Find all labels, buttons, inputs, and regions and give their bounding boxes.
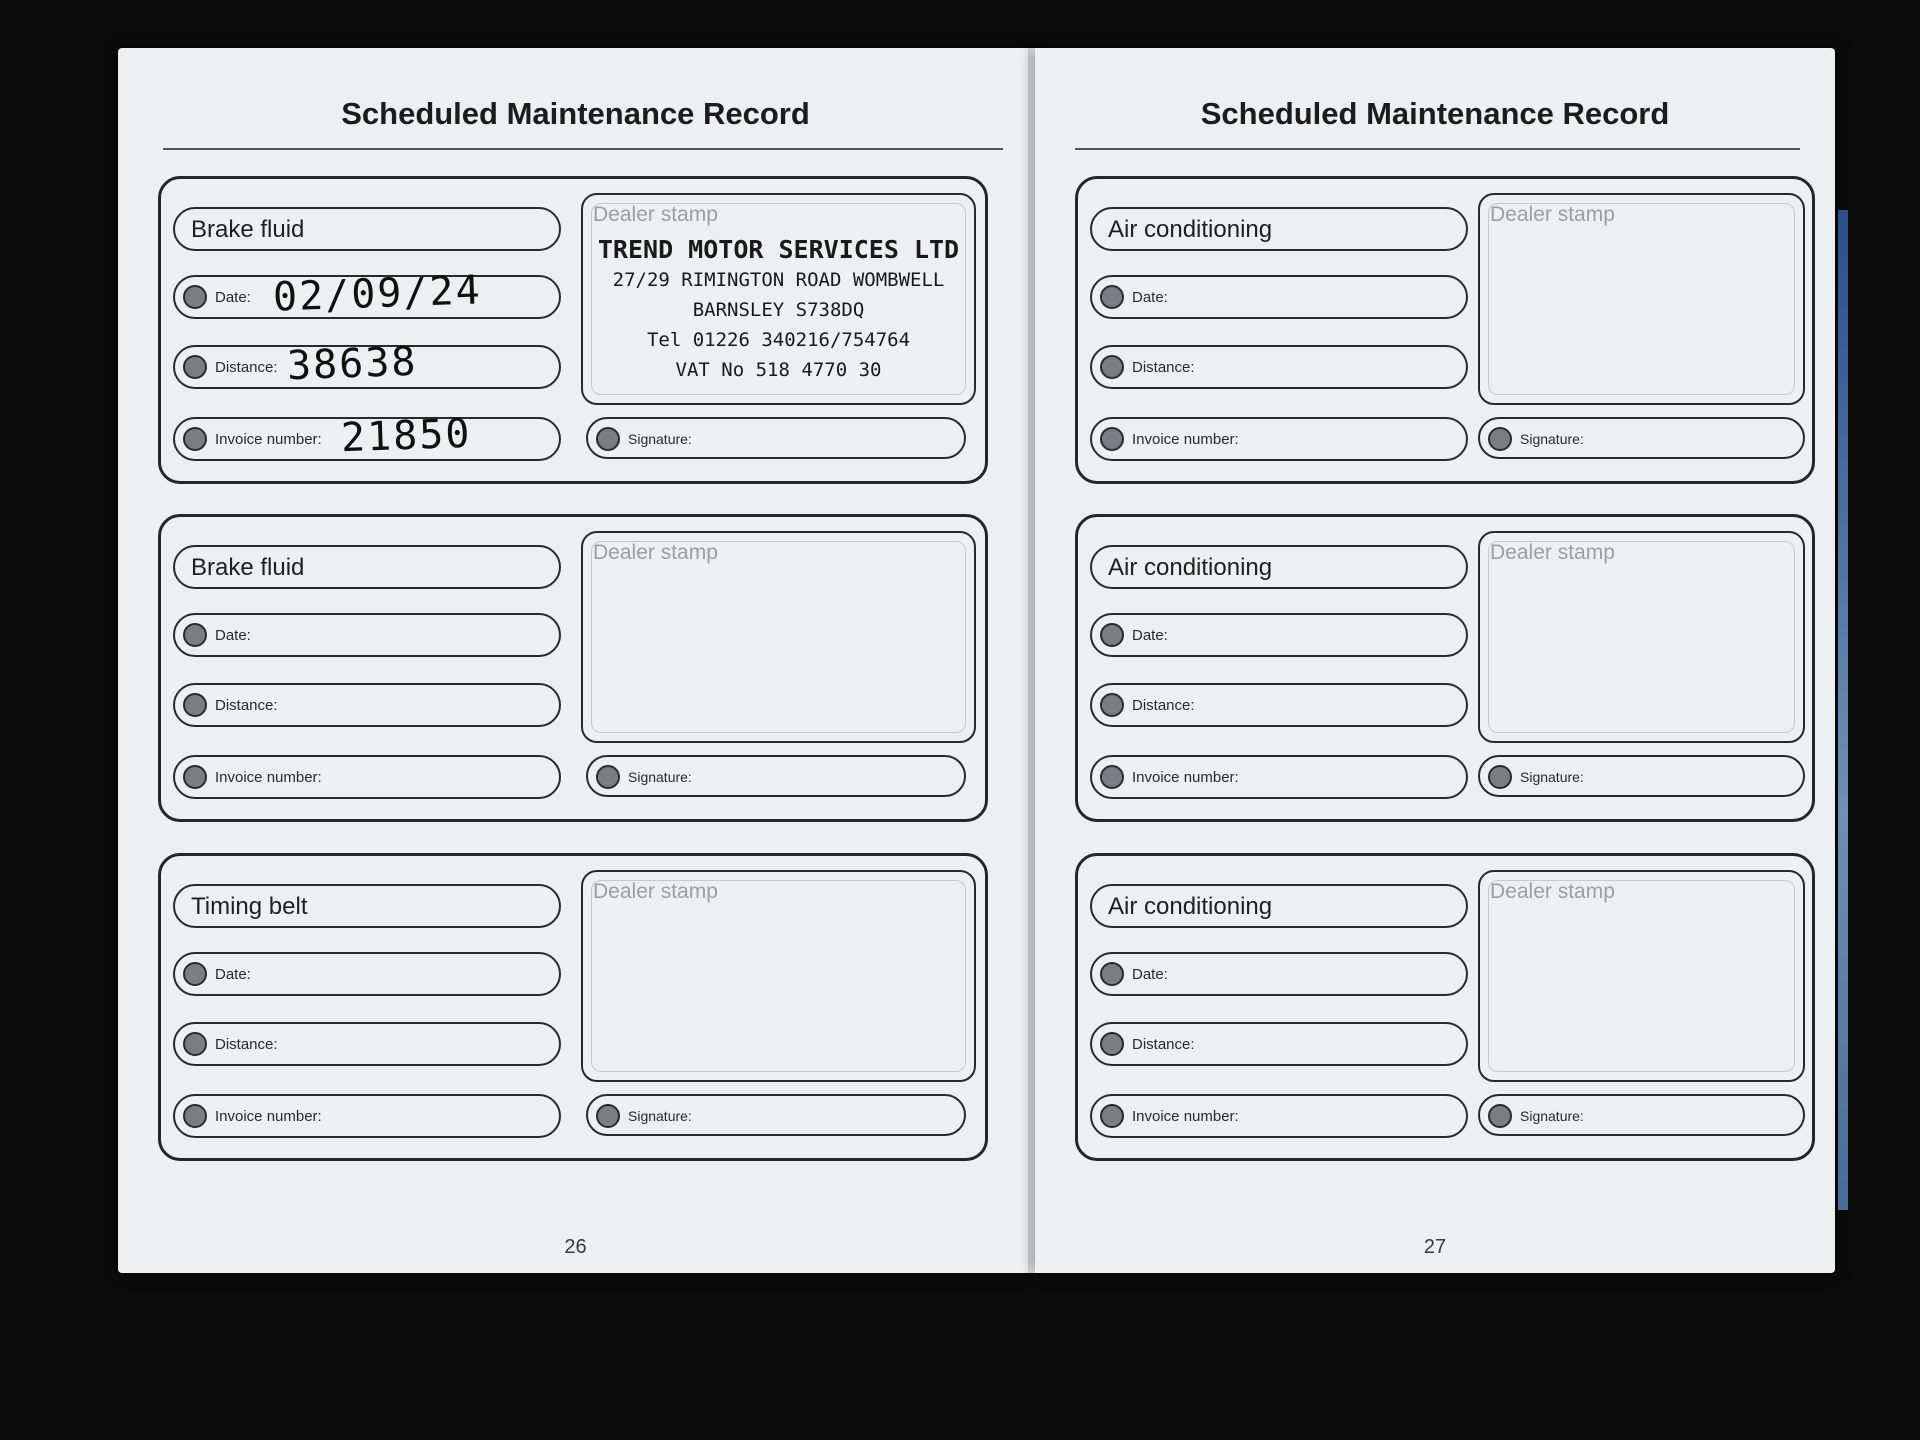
invoice-number-field[interactable] [173,1094,561,1138]
invoice-number-field[interactable] [173,410,561,462]
distance-label: Distance: [215,697,278,714]
bullet-icon [1100,693,1124,717]
invoice-number-label: Invoice number: [1132,1108,1239,1125]
stamp-line: BARNSLEY S738DQ [692,299,865,321]
signature-label: Signature: [1520,769,1584,785]
signature-field[interactable] [1478,755,1805,797]
distance-field[interactable] [173,683,561,727]
bullet-icon [1100,1104,1124,1128]
bullet-icon [183,427,207,451]
date-label: Date: [215,289,251,306]
page-number: 26 [564,1236,587,1258]
signature-field[interactable] [1478,417,1805,459]
bullet-icon [183,355,207,379]
bullet-icon [1100,355,1124,379]
invoice-number-field[interactable] [1090,755,1468,799]
bullet-icon [1488,1104,1512,1128]
bullet-icon [596,1104,620,1128]
title-divider [1075,148,1800,150]
dealer-stamp-box [1478,870,1805,1082]
signature-field[interactable] [1478,1094,1805,1136]
page-number: 27 [1423,1236,1447,1258]
invoice-number-label: Invoice number: [1132,769,1239,786]
left-page [118,48,1033,1273]
distance-label: Distance: [1132,1036,1195,1053]
distance-label: Distance: [1132,697,1195,714]
bullet-icon [183,962,207,986]
date-label: Date: [215,627,251,644]
date-label: Date: [1132,627,1168,644]
distance-label: Distance: [215,359,278,376]
bullet-icon [183,693,207,717]
date-label: Date: [1132,966,1168,983]
invoice-number-field[interactable] [173,755,561,799]
bullet-icon [183,1032,207,1056]
signature-field[interactable] [586,1094,966,1136]
dealer-stamp-box [581,193,976,405]
dealer-stamp-box [581,531,976,743]
signature-label: Signature: [628,1108,692,1124]
bullet-icon [1100,1032,1124,1056]
maintenance-card [1075,514,1815,822]
bullet-icon [1488,427,1512,451]
dealer-stamp-label: Dealer stamp [593,541,718,564]
date-field[interactable] [1090,952,1468,996]
date-field[interactable] [173,267,561,321]
bullet-icon [596,765,620,789]
service-name: Brake fluid [173,545,561,589]
dealer-stamp-label: Dealer stamp [593,880,718,903]
invoice-number-value: 21850 [340,410,473,462]
invoice-number-label: Invoice number: [215,769,322,786]
distance-field[interactable] [173,1022,561,1066]
date-field[interactable] [1090,275,1468,319]
dealer-stamp-label: Dealer stamp [1490,880,1615,903]
bullet-icon [183,623,207,647]
signature-field[interactable] [586,417,966,459]
stamp-line: VAT No 518 4770 30 [675,359,882,381]
title-divider [163,148,1003,150]
bullet-icon [1100,962,1124,986]
service-name: Air conditioning [1090,207,1468,251]
signature-label: Signature: [628,431,692,447]
bullet-icon [183,285,207,309]
stamp-line: Tel 01226 340216/754764 [646,329,911,351]
dealer-stamp [583,235,974,385]
maintenance-card [158,176,988,484]
bullet-icon [1100,285,1124,309]
date-value: 02/09/24 [272,267,483,321]
distance-field[interactable] [173,338,561,390]
invoice-number-label: Invoice number: [1132,431,1239,448]
service-name: Brake fluid [173,207,561,251]
distance-field[interactable] [1090,1022,1468,1066]
dealer-stamp-box [1478,193,1805,405]
maintenance-card [1075,176,1815,484]
bullet-icon [1100,427,1124,451]
stamp-line: 27/29 RIMINGTON ROAD WOMBWELL [612,269,945,291]
dealer-stamp-label: Dealer stamp [1490,203,1615,226]
stamp-line: TREND MOTOR SERVICES LTD [597,235,960,264]
signature-field[interactable] [586,755,966,797]
maintenance-card [158,514,988,822]
next-page-edge [1838,210,1848,1210]
page-title: Scheduled Maintenance Record [341,96,810,131]
bullet-icon [183,765,207,789]
date-field[interactable] [173,952,561,996]
dealer-stamp-box [581,870,976,1082]
distance-value: 38638 [286,338,419,390]
page-title: Scheduled Maintenance Record [1200,96,1670,131]
signature-label: Signature: [628,769,692,785]
date-field[interactable] [1090,613,1468,657]
bullet-icon [1100,765,1124,789]
service-name: Air conditioning [1090,545,1468,589]
bullet-icon [1488,765,1512,789]
dealer-stamp-box [1478,531,1805,743]
maintenance-card [1075,853,1815,1161]
invoice-number-label: Invoice number: [215,431,322,448]
service-name: Air conditioning [1090,884,1468,928]
distance-field[interactable] [1090,345,1468,389]
distance-label: Distance: [215,1036,278,1053]
invoice-number-field[interactable] [1090,417,1468,461]
date-label: Date: [215,966,251,983]
bullet-icon [1100,623,1124,647]
invoice-number-field[interactable] [1090,1094,1468,1138]
dealer-stamp-label: Dealer stamp [593,203,718,226]
distance-label: Distance: [1132,359,1195,376]
right-page [1035,48,1835,1273]
distance-field[interactable] [1090,683,1468,727]
maintenance-card [158,853,988,1161]
date-field[interactable] [173,613,561,657]
signature-label: Signature: [1520,431,1584,447]
service-name: Timing belt [173,884,561,928]
signature-label: Signature: [1520,1108,1584,1124]
dealer-stamp-label: Dealer stamp [1490,541,1615,564]
bullet-icon [596,427,620,451]
invoice-number-label: Invoice number: [215,1108,322,1125]
date-label: Date: [1132,289,1168,306]
bullet-icon [183,1104,207,1128]
